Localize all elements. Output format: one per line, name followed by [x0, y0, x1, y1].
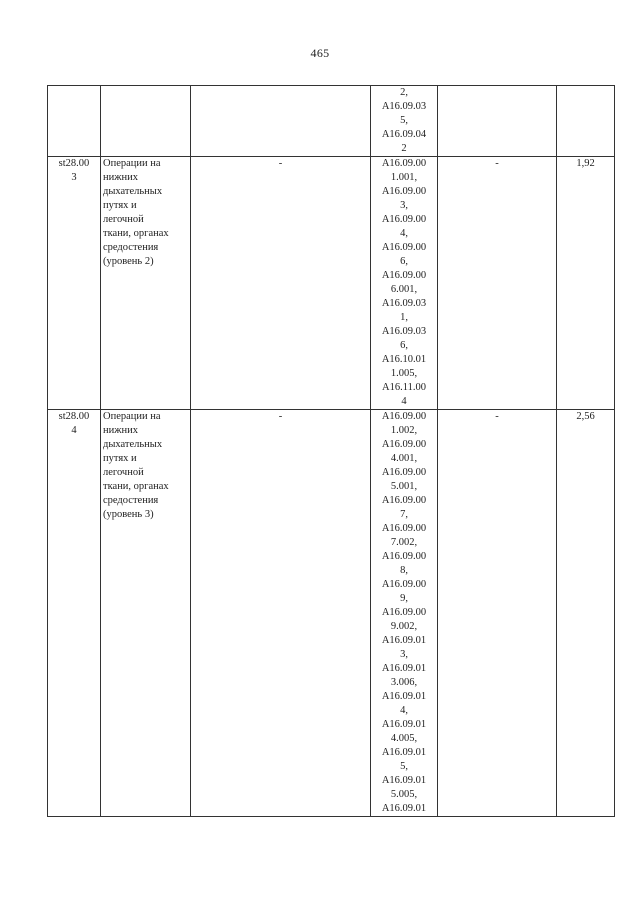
name-line: дыхательных: [103, 186, 163, 197]
services-line: 5.001,: [390, 481, 418, 492]
name-line: Операции на: [103, 158, 161, 169]
services-line: A16.09.00: [381, 270, 427, 281]
services-line: A16.09.01: [381, 663, 427, 674]
services-line: A16.09.03: [381, 298, 427, 309]
services-line: 6,: [400, 340, 408, 351]
services-line: A16.09.01: [381, 719, 427, 730]
name-line: путях и: [103, 200, 137, 211]
services-line: A16.09.00: [381, 607, 427, 618]
name-cell: [101, 86, 191, 157]
name-line: дыхательных: [103, 439, 163, 450]
dash-cell: [191, 86, 371, 157]
name-line: (уровень 3): [103, 509, 154, 520]
services-line: A16.11.00: [382, 382, 426, 393]
services-line: A16.09.00: [381, 439, 427, 450]
name-line: Операции на: [103, 411, 161, 422]
services-line: A16.09.04: [381, 129, 427, 140]
code-line: 4: [71, 425, 77, 436]
services-line: 5,: [400, 761, 408, 772]
page-number: 465: [310, 46, 330, 60]
services-line: A16.09.00: [381, 186, 427, 197]
services-line: 1.002,: [390, 425, 418, 436]
services-line: 1,: [400, 312, 408, 323]
services-line: 6,: [400, 256, 408, 267]
services-line: A16.09.00: [381, 411, 427, 422]
code-line: 3: [71, 172, 77, 183]
services-line: 9,: [400, 593, 408, 604]
name-line: средостения: [103, 495, 159, 506]
services-line: A16.09.00: [381, 214, 427, 225]
services-line: A16.09.01: [381, 691, 427, 702]
services-line: A16.09.00: [381, 495, 427, 506]
coefficient-cell: 1,92: [557, 157, 615, 410]
name-line: средостения: [103, 242, 159, 253]
services-line: 5.005,: [390, 789, 418, 800]
table-row: [48, 157, 615, 410]
table-row: [48, 86, 615, 157]
table-row: [48, 410, 615, 817]
services-line: 8,: [400, 565, 408, 576]
name-line: нижних: [103, 425, 138, 436]
coefficient-cell: 2,56: [557, 410, 615, 817]
services-line: 7,: [400, 509, 408, 520]
services-line: A16.09.01: [381, 775, 427, 786]
services-line: 3,: [400, 200, 408, 211]
services-line: 4.001,: [390, 453, 418, 464]
services-line: 2: [401, 143, 407, 154]
services-line: 3.006,: [390, 677, 418, 688]
services-line: 6.001,: [390, 284, 418, 295]
code-line: st28.00: [58, 158, 90, 169]
services-line: A16.09.00: [381, 242, 427, 253]
name-line: путях и: [103, 453, 137, 464]
name-cell: [101, 157, 191, 410]
tariff-table: [47, 85, 615, 817]
code-cell: [48, 157, 101, 410]
dash-cell: -: [191, 410, 371, 817]
services-line: 4,: [400, 705, 408, 716]
coefficient-cell: [557, 86, 615, 157]
table-body: [48, 86, 615, 817]
services-line: 4: [401, 396, 407, 407]
dash-cell: -: [438, 410, 557, 817]
name-line: нижних: [103, 172, 138, 183]
services-line: 7.002,: [390, 537, 418, 548]
services-line: 5,: [400, 115, 408, 126]
dash-cell: -: [438, 157, 557, 410]
name-line: ткани, органах: [103, 481, 169, 492]
code-cell: [48, 410, 101, 817]
services-line: A16.09.03: [381, 326, 427, 337]
services-line: A16.09.03: [381, 101, 427, 112]
services-line: A16.09.00: [381, 551, 427, 562]
services-line: 1.001,: [390, 172, 418, 183]
name-line: легочной: [103, 467, 144, 478]
dash-cell: -: [191, 157, 371, 410]
services-line: A16.09.00: [381, 158, 427, 169]
name-line: ткани, органах: [103, 228, 169, 239]
services-line: A16.10.01: [381, 354, 427, 365]
code-cell: [48, 86, 101, 157]
services-line: 4.005,: [390, 733, 418, 744]
services-cell: [371, 86, 438, 157]
services-line: 3,: [400, 649, 408, 660]
dash-cell: [438, 86, 557, 157]
name-cell: [101, 410, 191, 817]
services-line: A16.09.00: [381, 579, 427, 590]
name-line: (уровень 2): [103, 256, 154, 267]
services-cell: [371, 410, 438, 817]
services-line: A16.09.01: [381, 635, 427, 646]
name-line: легочной: [103, 214, 144, 225]
code-line: st28.00: [58, 411, 90, 422]
services-line: A16.09.01: [381, 747, 427, 758]
services-line: A16.09.01: [381, 803, 427, 814]
services-line: A16.09.00: [381, 523, 427, 534]
services-line: 9.002,: [390, 621, 418, 632]
services-line: 1.005,: [390, 368, 418, 379]
services-line: 4,: [400, 228, 408, 239]
services-cell: [371, 157, 438, 410]
services-line: 2,: [400, 87, 408, 98]
services-line: A16.09.00: [381, 467, 427, 478]
